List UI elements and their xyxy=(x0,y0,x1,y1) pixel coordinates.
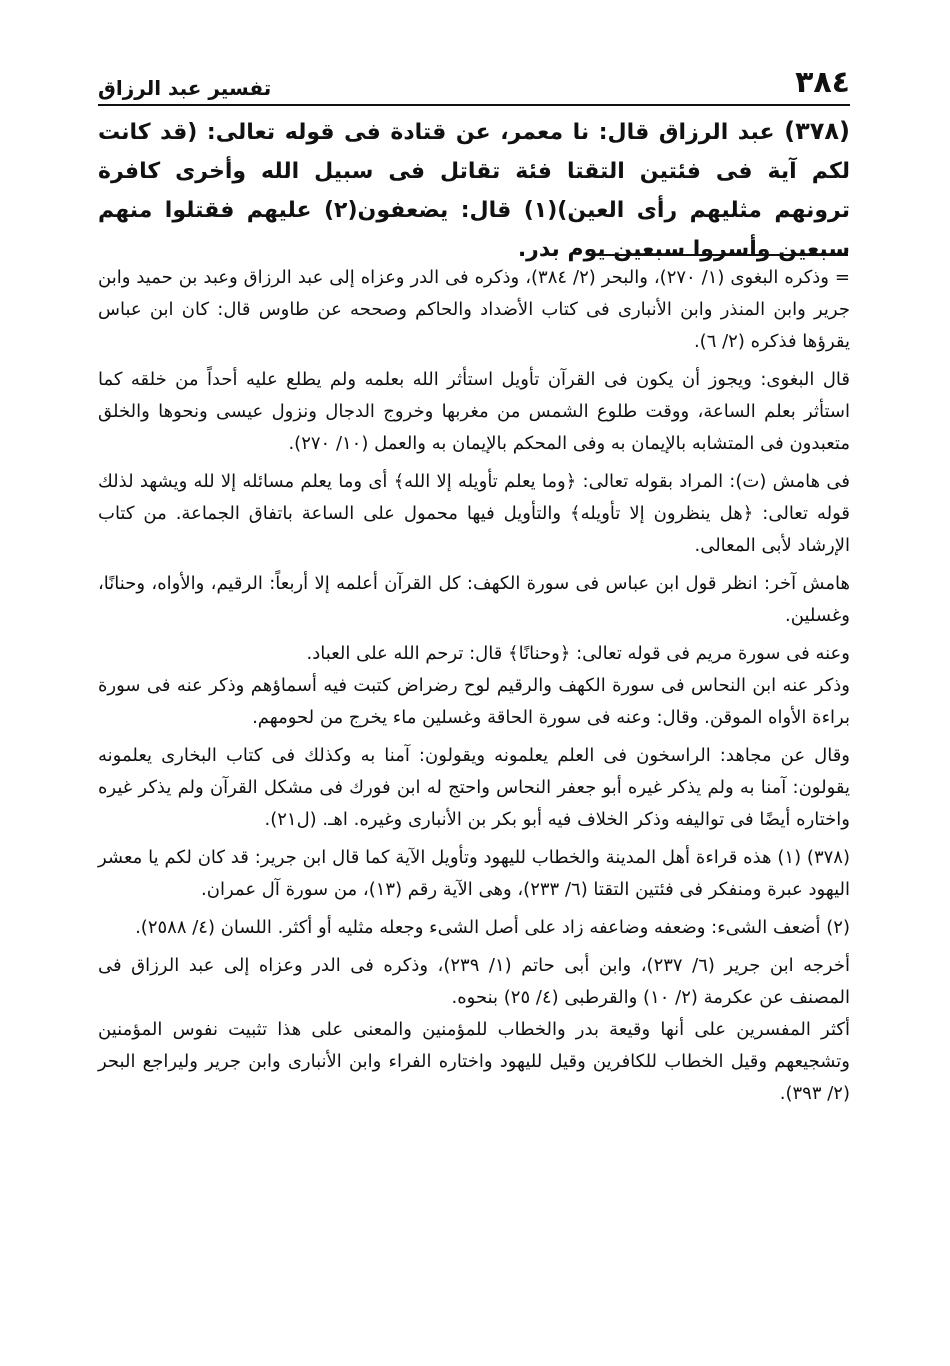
footnotes xyxy=(98,262,850,1116)
footnote-paragraph: أكثر المفسرين على أنها وقيعة بدر والخطاب للمؤمنين والمعنى على هذا تثبيت نفوس المؤمنين وتشجيعهم وقيل الخطاب للكافرين وقيل لليهود واختاره الفراء وابن الأنبارى وابن جرير وليراجع البحر (٢/ ٣٩٣). xyxy=(98,1019,850,1104)
footnote-paragraph: (٢) أضعف الشىء: وضعفه وضاعفه زاد على أصل الشىء وجعله مثليه أو أكثر. اللسان (٤/ ٢٥٨٨). xyxy=(135,917,850,938)
footnote-paragraph: وقال عن مجاهد: الراسخون فى العلم يعلمونه ويقولون: آمنا به وكذلك فى كتاب البخارى يعلمونه يقولون: آمنا به ولم يذكر غيره أبو جعفر النحاس واحتج له ابن فورك فى مشكل القرآن ولم يذكر غيره واختاره أيضًا فى تواليفه وذكر الخلاف فيه أبو بكر بن الأنبارى وغيره. اهـ. (ل٢١). xyxy=(98,745,850,830)
footnote-paragraph: هامش آخر: انظر قول ابن عباس فى سورة الكهف: كل القرآن أعلمه إلا أربعاً: الرقيم، والأواه، وحنانًا، وغسلين. xyxy=(98,573,850,626)
main-paragraph xyxy=(98,112,850,269)
footnote-paragraph: = وذكره البغوى (١/ ٢٧٠)، والبحر (٢/ ٣٨٤)، وذكره فى الدر وعزاه إلى عبد الرزاق وعبد بن حميد وابن جرير وابن المنذر وابن الأنبارى فى كتاب الأضداد والحاكم وصححه عن طاوس قال: كان ابن عباس يقرؤها فذكره (٢/ ٦). xyxy=(98,267,851,352)
footnote-paragraph: وذكر عنه ابن النحاس فى سورة الكهف والرقيم لوح رضراض كتبت فيه أسماؤهم وذكر عنه فى سورة براءة الأواه الموقن. وقال: وعنه فى سورة الحاقة وغسلين ماء يخرج من لحومهم. xyxy=(98,675,850,728)
entry-number: (٣٧٨) xyxy=(784,117,850,145)
footnote-paragraph: أخرجه ابن جرير (٦/ ٢٣٧)، وابن أبى حاتم (١/ ٢٣٩)، وذكره فى الدر وعزاه إلى عبد الرزاق فى المصنف عن عكرمة (٢/ ١٠) والقرطبى (٤/ ٢٥) بنحوه. xyxy=(98,955,850,1008)
main-text xyxy=(98,112,850,269)
running-title: تفسير عبد الرزاق xyxy=(98,76,272,100)
footnote-paragraph: وعنه فى سورة مريم فى قوله تعالى: ﴿وحنانًا﴾ قال: ترحم الله على العباد. xyxy=(306,643,850,664)
footnote-separator xyxy=(602,254,848,256)
entry-text: عبد الرزاق قال: نا معمر، عن قتادة فى قوله تعالى: (قد كانت لكم آية فى فئتين التقتا فئة تقاتل فى سبيل الله وأخرى كافرة ترونهم مثليهم رأى العين)(١) قال: يضعفون(٢) عليهم فقتلوا منهم سبعين وأسروا سبعين يوم بدر. xyxy=(98,120,850,262)
footnote-paragraph: فى هامش (ت): المراد بقوله تعالى: ﴿وما يعلم تأويله إلا الله﴾ أى وما يعلم مسائله إلا لله ويشهد لذلك قوله تعالى: ﴿هل ينظرون إلا تأويله﴾ والتأويل فيها محمول على الساعة باتفاق الجماعة. من كتاب الإرشاد لأبى المعالى. xyxy=(98,471,850,556)
footnote-paragraph: (٣٧٨) (١) هذه قراءة أهل المدينة والخطاب لليهود وتأويل الآية كما قال ابن جرير: قد كان لكم يا معشر اليهود عبرة ومنفكر فى فئتين التقتا (٦/ ٢٣٣)، وهى الآية رقم (١٣)، من سورة آل عمران. xyxy=(98,847,850,900)
page-header xyxy=(98,58,850,106)
page-number: ٣٨٤ xyxy=(795,65,850,100)
footnote-paragraph: قال البغوى: ويجوز أن يكون فى القرآن تأويل استأثر الله بعلمه ولم يطلع عليه أحداً من خلقه كما استأثر بعلم الساعة، ووقت طلوع الشمس من مغربها وخروج الدجال ونزول عيسى ونحوها والخلق متعبدون فى المتشابه بالإيمان به وفى المحكم بالإيمان به والعمل (١٠/ ٢٧٠). xyxy=(98,369,850,454)
